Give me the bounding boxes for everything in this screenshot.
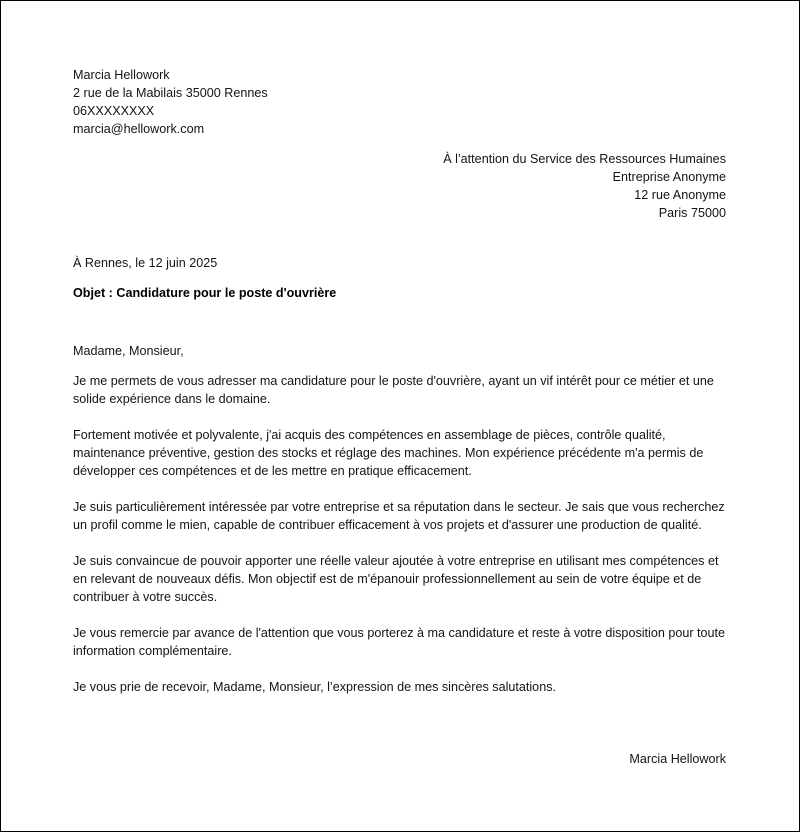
recipient-city: Paris 75000: [658, 206, 726, 220]
subject-line: Objet : Candidature pour le poste d'ouvrière: [73, 286, 337, 300]
closing-paragraph: Je vous prie de recevoir, Madame, Monsieur, l’expression de mes sincères salutations.: [73, 680, 556, 694]
paragraph-4: Je suis convaincue de pouvoir apporter une réelle valeur ajoutée à votre entreprise en utilisant mes compétences et en relevant de nouveaux défis. Mon objectif est de m'épanouir professionnellement au sein de votre équipe et de contribuer à votre succès.: [73, 554, 719, 604]
signature: Marcia Hellowork: [629, 752, 726, 766]
paragraph-2: Fortement motivée et polyvalente, j'ai acquis des compétences en assemblage de pièces, contrôle qualité, maintenance préventive, gestion des stocks et réglage des machines. Mon expérience précédente m'a permis de développer ces compétences et de les mettre en pratique efficacement.: [73, 428, 704, 478]
salutation: Madame, Monsieur,: [73, 344, 184, 358]
recipient-company: Entreprise Anonyme: [612, 170, 726, 184]
sender-email: marcia@hellowork.com: [73, 122, 205, 136]
date-line: À Rennes, le 12 juin 2025: [73, 256, 218, 270]
sender-phone: 06XXXXXXXX: [73, 104, 155, 118]
letter-body: [73, 342, 733, 714]
recipient-attention: À l’attention du Service des Ressources Humaines: [443, 152, 726, 166]
sender-name: Marcia Hellowork: [73, 68, 170, 82]
sender-address: 2 rue de la Mabilais 35000 Rennes: [73, 86, 268, 100]
paragraph-5: Je vous remercie par avance de l'attention que vous porterez à ma candidature et reste à votre disposition pour toute information complémentaire.: [73, 626, 726, 658]
recipient-street: 12 rue Anonyme: [634, 188, 726, 202]
paragraph-1: Je me permets de vous adresser ma candidature pour le poste d'ouvrière, ayant un vif intérêt pour ce métier et une solide expérience dans le domaine.: [73, 374, 714, 406]
paragraph-3: Je suis particulièrement intéressée par votre entreprise et sa réputation dans le secteur. Je sais que vous recherchez un profil comme le mien, capable de contribuer efficacement à vos projets et d'assurer une production de qualité.: [73, 500, 725, 532]
sender-block: [73, 66, 473, 138]
recipient-block: [306, 150, 726, 222]
